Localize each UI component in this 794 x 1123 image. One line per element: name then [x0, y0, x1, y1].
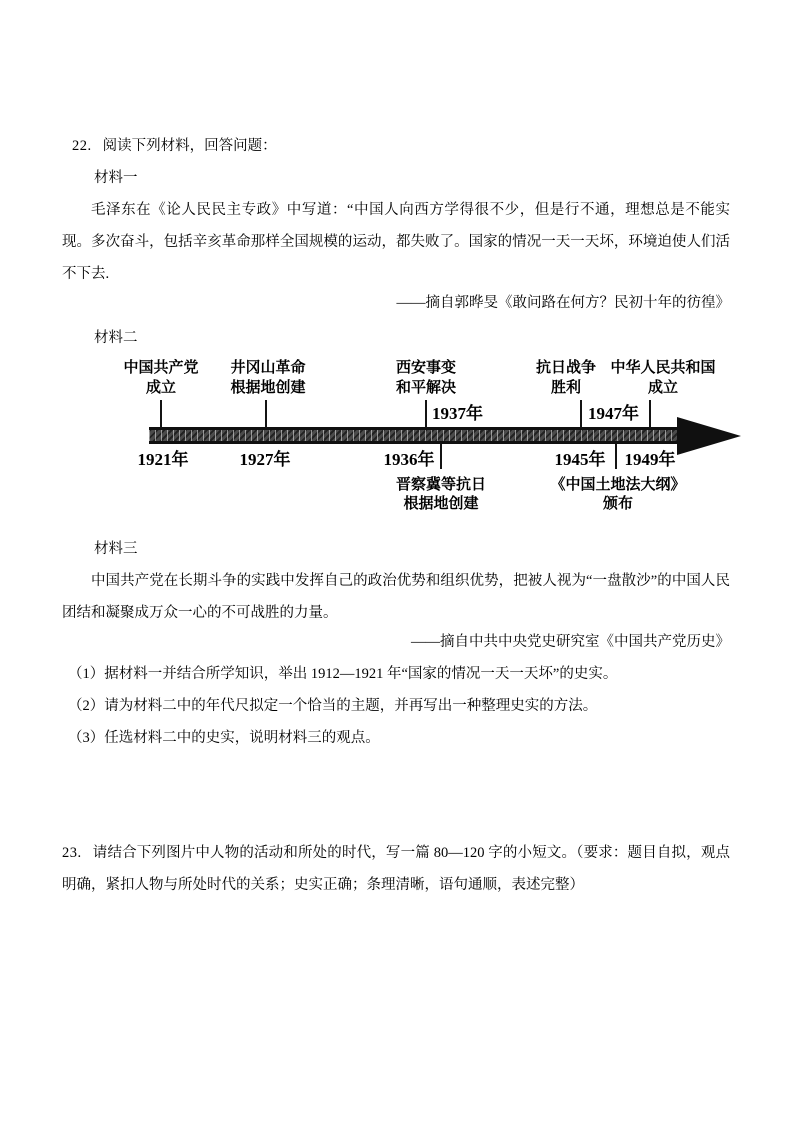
question-23-number: 23.	[62, 845, 82, 861]
question-22-number: 22.	[72, 138, 92, 154]
timeline-event-label-1949	[610, 358, 715, 398]
timeline-tick-1921	[160, 400, 162, 428]
timeline-year-label-1937: 1937年	[432, 404, 483, 423]
timeline-event-label-line: 和平解决	[395, 380, 457, 396]
timeline-event-label-1937	[396, 476, 486, 514]
timeline-event-label-1921	[123, 358, 198, 398]
material1-label: 材料一	[94, 170, 138, 186]
material3-label: 材料三	[94, 541, 138, 557]
question-22-subquestion-2: （2）请为材料二中的年代尺拟定一个恰当的主题，并再写出一种整理史实的方法。	[68, 698, 598, 714]
timeline-year-label-1921: 1921年	[137, 450, 189, 469]
timeline-event-label-1947	[550, 476, 685, 514]
material3-paragraph: 中国共产党在长期斗争的实践中发挥自己的政治优势和组织优势，把被人视为“一盘散沙”的中国人民团结和凝聚成万众一心的不可战胜的力量。	[62, 573, 730, 621]
timeline-year-label-1947: 1947年	[588, 404, 639, 423]
question-22-header	[72, 130, 740, 162]
timeline-event-label-1936	[396, 358, 456, 398]
timeline-event-label-line: 颁布	[602, 496, 634, 512]
question-22-subquestion-3: （3）任选材料二中的史实，说明材料三的观点。	[68, 730, 380, 746]
timeline-event-label-line: 胜利	[550, 380, 582, 396]
timeline-year-label-1949: 1949年	[624, 450, 676, 469]
timeline-arrowhead-icon	[677, 417, 741, 455]
question-23	[62, 837, 730, 901]
timeline-event-label-1945	[536, 358, 596, 398]
timeline-event-label-line: 井冈山革命	[230, 360, 306, 376]
timeline-tick-1949	[649, 400, 651, 428]
timeline-tick-1937	[440, 444, 442, 469]
timeline-bar	[149, 427, 679, 444]
timeline-tick-1927	[265, 400, 267, 428]
timeline-event-label-line: 成立	[145, 380, 177, 396]
timeline-tick-1947	[615, 444, 617, 469]
material1-paragraph: 毛泽东在《论人民民主专政》中写道：“中国人向西方学得很不少，但是行不通，理想总是不能实现。多次奋斗，包括辛亥革命那样全国规模的运动，都失败了。国家的情况一天一天坏，环境迫使人们活不下去.	[62, 202, 730, 282]
timeline-event-label-1927	[230, 358, 305, 398]
timeline-tick-1936	[425, 400, 427, 428]
material3-source: ——摘自中共中央党史研究室《中国共产党历史》	[411, 634, 730, 650]
timeline-event-label-line: 《中国土地法大纲》	[550, 477, 686, 493]
timeline-tick-1945	[580, 400, 582, 428]
timeline-event-label-line: 中国共产党	[123, 360, 199, 376]
timeline-event-label-line: 成立	[647, 380, 679, 396]
material2-label: 材料二	[94, 330, 138, 346]
timeline-event-label-line: 西安事变	[395, 360, 457, 376]
timeline-year-label-1927: 1927年	[239, 450, 291, 469]
question-22-subquestion-1: （1）据材料一并结合所学知识，举出 1912—1921 年“国家的情况一天一天坏”的史实。	[68, 666, 618, 682]
timeline-year-label-1945: 1945年	[554, 450, 606, 469]
timeline-event-label-line: 根据地创建	[403, 496, 479, 512]
timeline-event-label-line: 根据地创建	[230, 380, 306, 396]
material1-source: ——摘自郭晔旻《敢问路在何方？民初十年的彷徨》	[396, 295, 730, 311]
question-23-text: 请结合下列图片中人物的活动和所处的时代，写一篇 80—120 字的小短文。（要求：题目自拟，观点明确，紧扣人物与所处时代的关系；史实正确；条理清晰，语句通顺，表述完整）	[62, 845, 730, 893]
timeline-event-label-line: 抗日战争	[535, 360, 597, 376]
timeline-year-label-1936: 1936年	[383, 450, 435, 469]
timeline-diagram	[64, 356, 732, 521]
question-22-prompt: 阅读下列材料，回答问题：	[102, 138, 277, 154]
timeline-event-label-line: 中华人民共和国	[610, 360, 716, 376]
timeline-event-label-line: 晋察冀等抗日	[395, 477, 487, 493]
